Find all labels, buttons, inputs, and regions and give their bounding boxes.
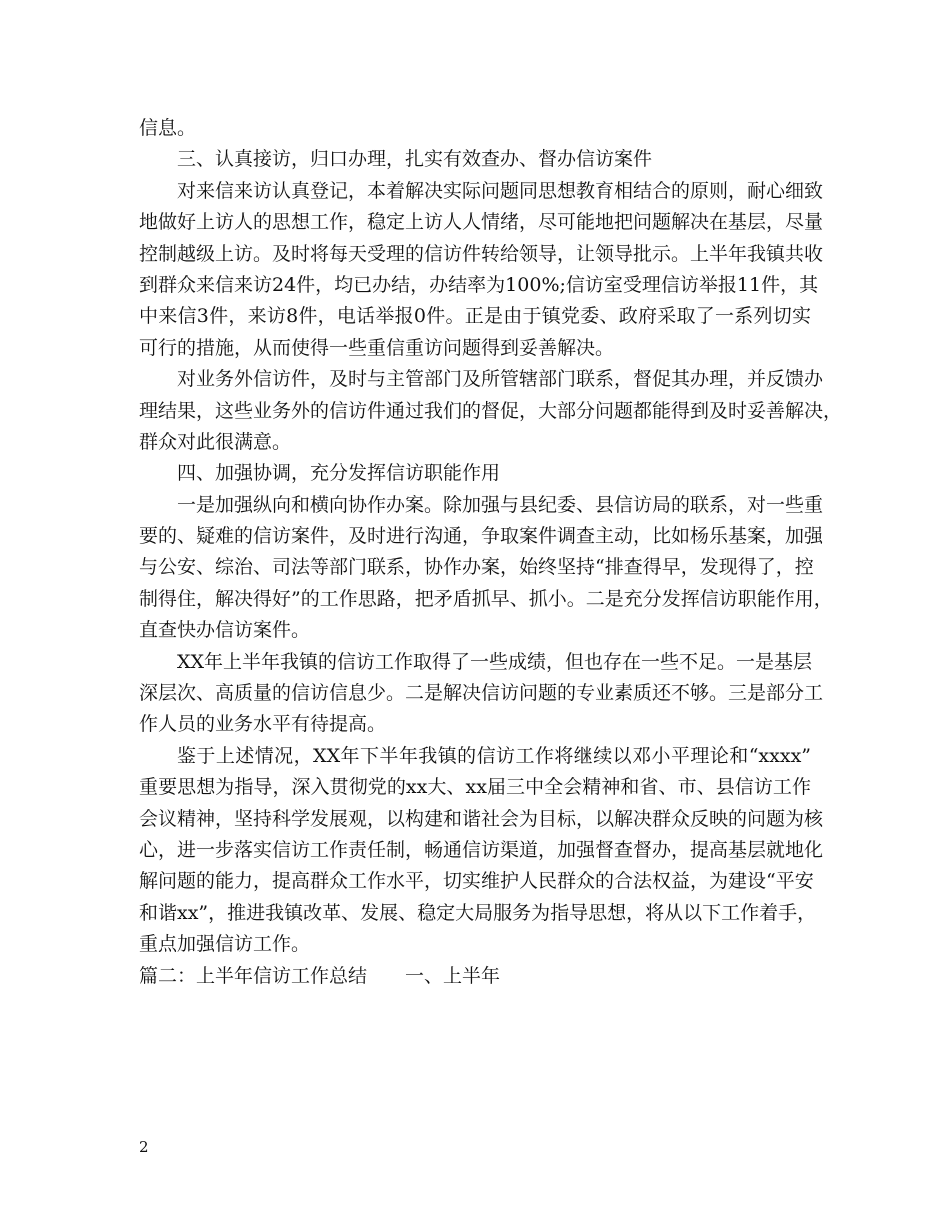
text-line: 到群众来信来访24件，均已办结，办结率为100%;信访室受理信访举报11件，其: [139, 273, 819, 296]
document-body: [139, 113, 843, 992]
text-line: 控制越级上访。及时将每天受理的信访件转给领导，让领导批示。上半年我镇共收: [139, 242, 824, 265]
text-line: 三、认真接访，归口办理，扎实有效查办、督办信访案件: [177, 148, 653, 171]
text-line: 重点加强信访工作。: [139, 933, 311, 956]
text-line: 篇二：上半年信访工作总结 一、上半年: [139, 964, 501, 987]
text-line: 可行的措施，从而使得一些重信重访问题得到妥善解决。: [139, 336, 615, 359]
text-line: 信息。: [139, 117, 197, 139]
text-line: 理结果，这些业务外的信访件通过我们的督促，大部分问题都能得到及时妥善解决，: [139, 399, 843, 422]
text-line: 直查快办信访案件。: [139, 619, 311, 642]
text-line: 鉴于上述情况，XX年下半年我镇的信访工作将继续以邓小平理论和“xxxx”: [177, 744, 811, 767]
text-line: 四、加强协调，充分发挥信访职能作用: [177, 462, 501, 485]
text-line: 地做好上访人的思想工作，稳定上访人人情绪，尽可能地把问题解决在基层，尽量: [139, 211, 824, 234]
text-line: 解问题的能力，提高群众工作水平，切实维护人民群众的合法权益，为建设“平安: [139, 870, 814, 893]
text-line: 对业务外信访件，及时与主管部门及所管辖部门联系，督促其办理，并反馈办: [177, 368, 824, 391]
text-line: 中来信3件，来访8件，电话举报0件。正是由于镇党委、政府采取了一系列切实: [139, 305, 811, 328]
text-line: 和谐xx”，推进我镇改革、发展、稳定大局服务为指导思想，将从以下工作着手，: [139, 901, 817, 924]
text-line: 一是加强纵向和横向协作办案。除加强与县纪委、县信访局的联系，对一些重: [177, 493, 824, 516]
text-line: 深层次、高质量的信访信息少。二是解决信访问题的专业素质还不够。三是部分工: [139, 682, 824, 705]
text-line: 制得住，解决得好”的工作思路，把矛盾抓早、抓小。二是充分发挥信访职能作用，: [139, 587, 833, 610]
text-line: 会议精神，坚持科学发展观，以构建和谐社会为目标，以解决群众反映的问题为核: [139, 807, 824, 830]
text-line: 要的、疑难的信访案件，及时进行沟通，争取案件调查主动，比如杨乐基案，加强: [139, 525, 824, 548]
text-line: 重要思想为指导，深入贯彻党的xx大、xx届三中全会精神和省、市、县信访工作: [139, 776, 811, 799]
text-line: 群众对此很满意。: [139, 430, 292, 453]
page-number: 2: [139, 1138, 149, 1156]
text-line: XX年上半年我镇的信访工作取得了一些成绩，但也存在一些不足。一是基层: [177, 650, 813, 673]
text-line: 与公安、综治、司法等部门联系，协作办案，始终坚持“排查得早，发现得了，控: [139, 556, 814, 579]
text-line: 作人员的业务水平有待提高。: [139, 713, 387, 736]
text-line: 对来信来访认真登记，本着解决实际问题同思想教育相结合的原则，耐心细致: [177, 179, 824, 202]
text-line: 心，进一步落实信访工作责任制，畅通信访渠道，加强督查督办，提高基层就地化: [139, 838, 824, 861]
